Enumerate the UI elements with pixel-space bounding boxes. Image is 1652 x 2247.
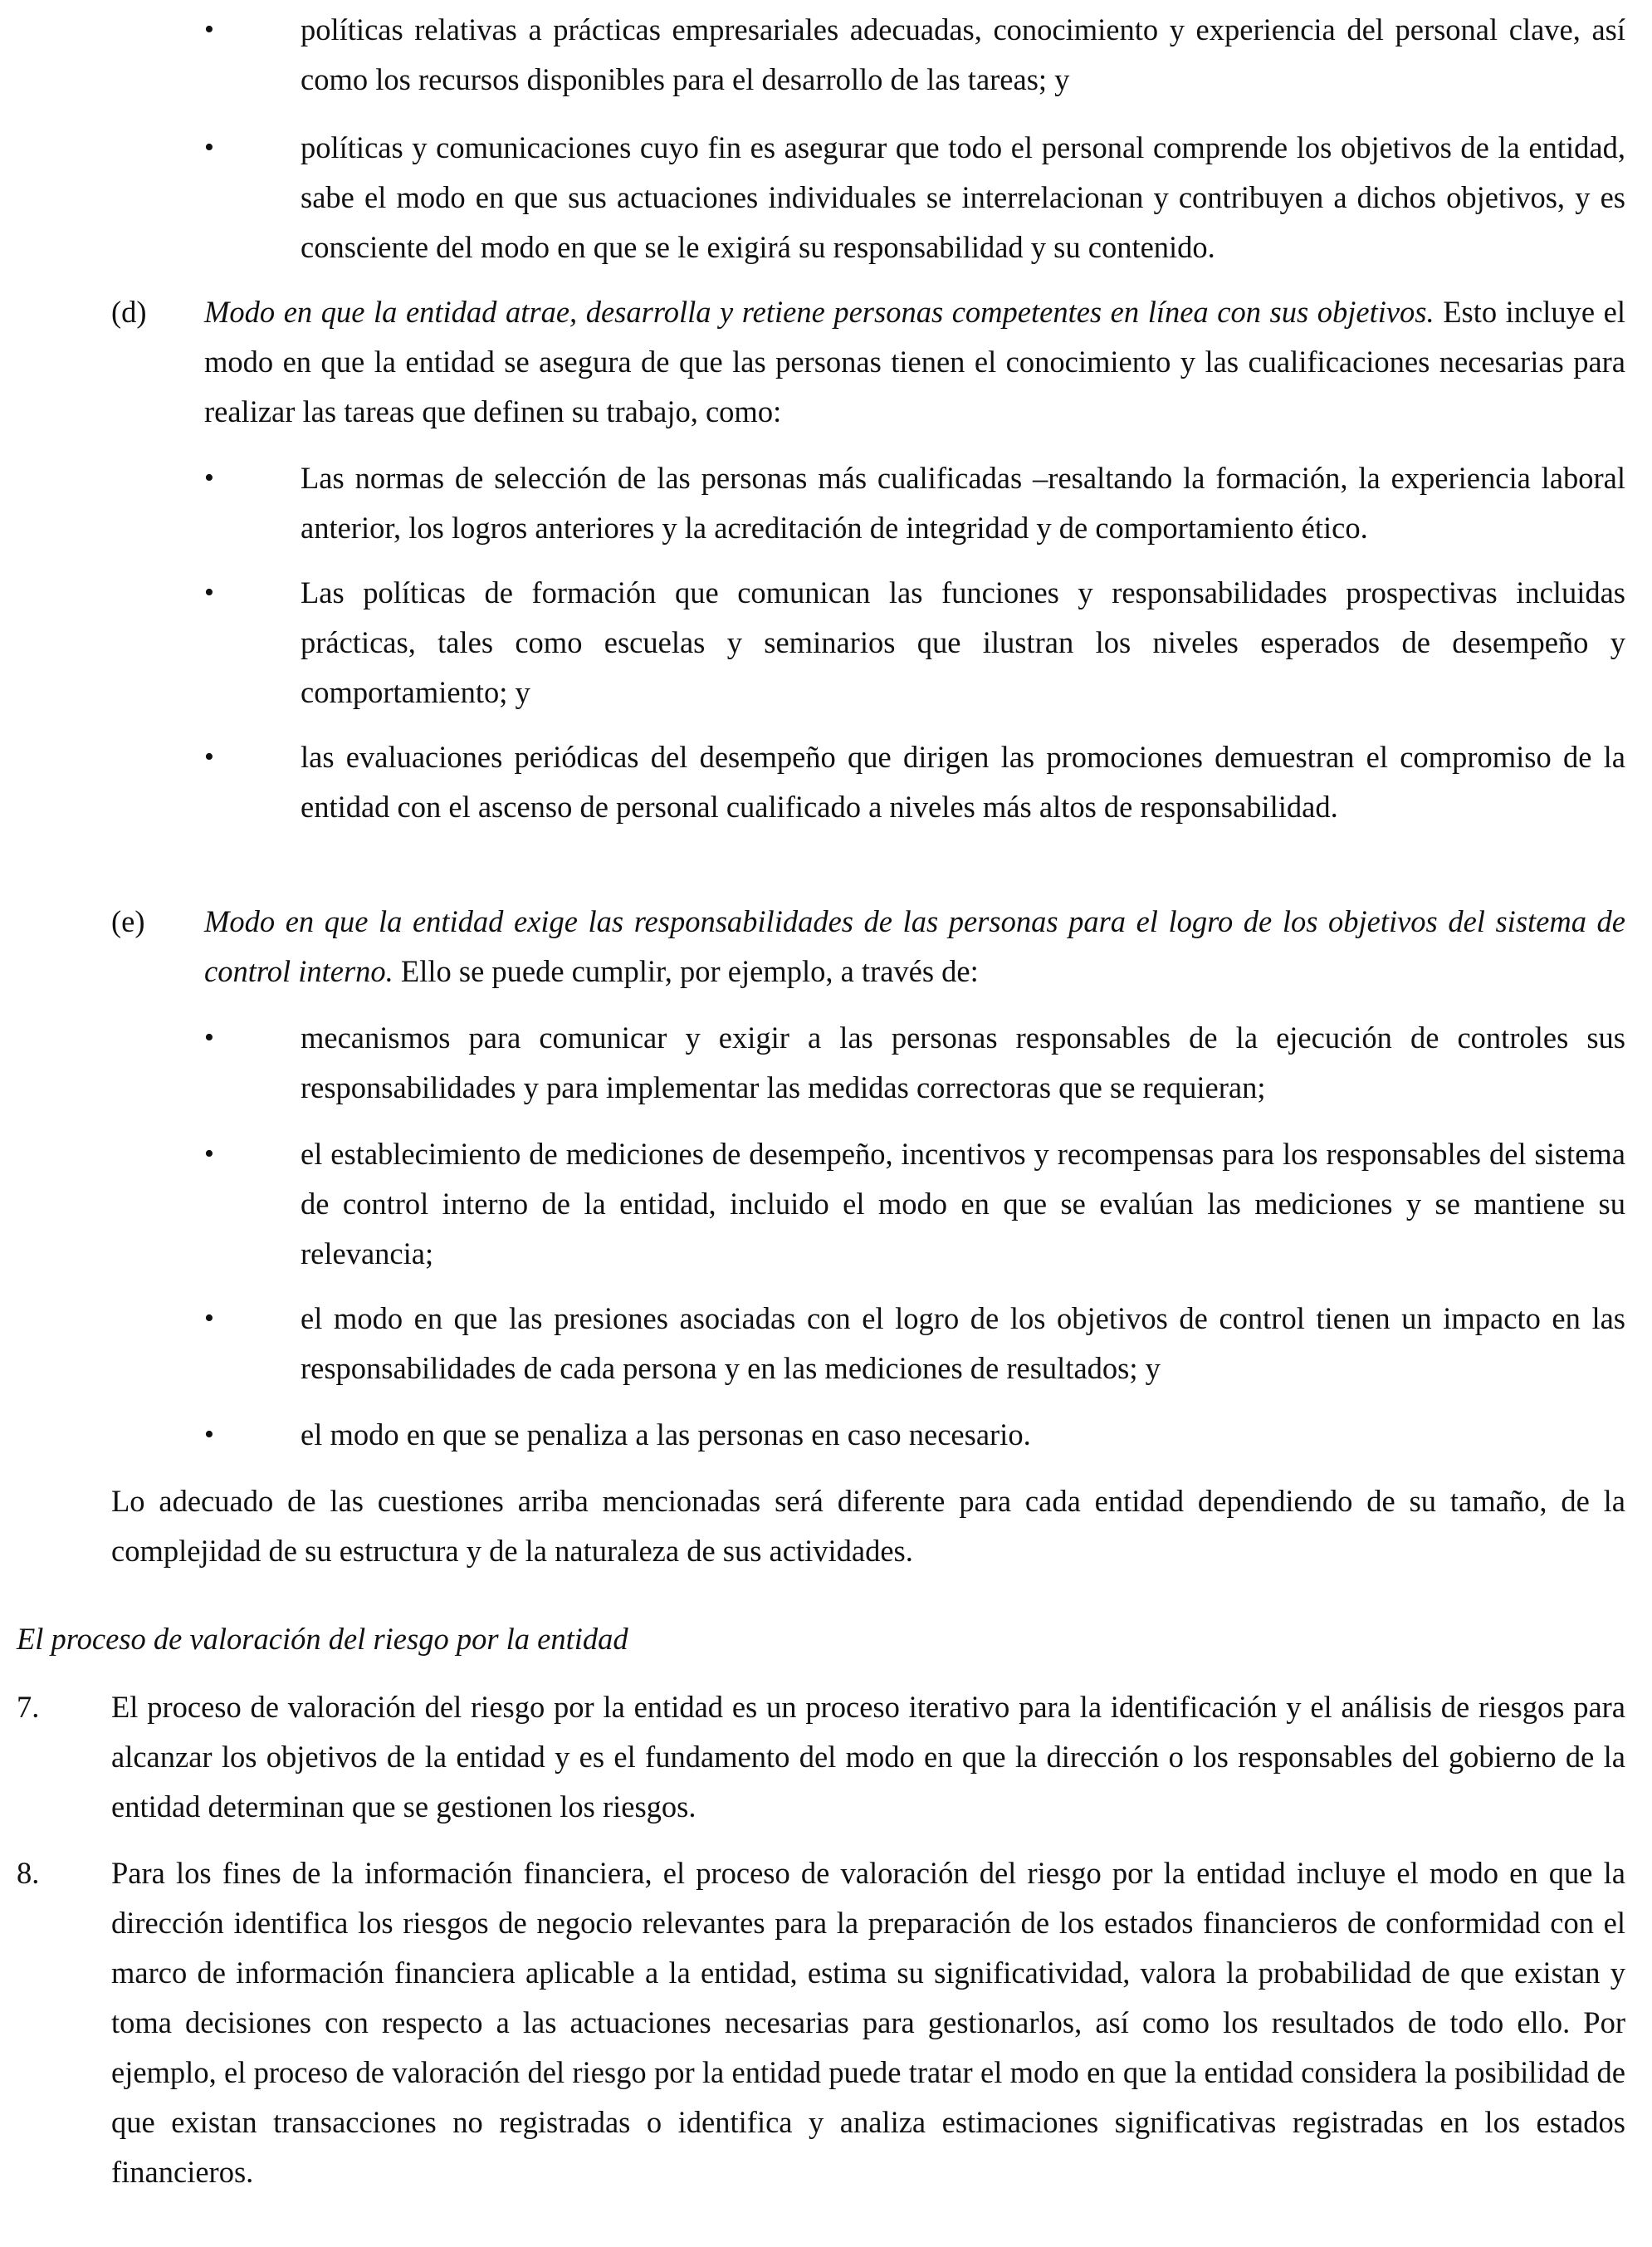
item-title: Modo en que la entidad exige las responsabilidades de las personas para el logro de los objetivos del sistema de control interno. xyxy=(204,904,1625,988)
item-title: Modo en que la entidad atrae, desarrolla y retiene personas competentes en línea con sus objetivos. xyxy=(204,295,1435,329)
item-text xyxy=(204,897,1625,996)
list-item-text: el establecimiento de mediciones de desempeño, incentivos y recompensas para los responsables del sistema de control interno de la entidad, incluido el modo en que se evalúan las mediciones y se mantiene su relevancia; xyxy=(301,1137,1625,1270)
list-item xyxy=(0,568,1625,717)
list-item-d xyxy=(0,287,1625,437)
list-item xyxy=(0,453,1625,553)
bullet-marker: • xyxy=(204,742,214,772)
bullet-marker: • xyxy=(204,1022,214,1053)
list-item-text: las evaluaciones periódicas del desempeño que dirigen las promociones demuestran el compromiso de la entidad con el ascenso de personal cualificado a niveles más altos de responsabilidad. xyxy=(301,740,1625,824)
list-item-e xyxy=(0,897,1625,996)
item-text xyxy=(204,287,1625,437)
list-item-text: mecanismos para comunicar y exigir a las personas responsables de la ejecución de controles sus responsabilidades y para implementar las medidas correctoras que se requieran; xyxy=(301,1021,1625,1104)
item-body: Ello se puede cumplir, por ejemplo, a través de: xyxy=(393,954,979,988)
list-item-text: Las normas de selección de las personas más cualificadas –resaltando la formación, la experiencia laboral anterior, los logros anteriores y la acreditación de integridad y de comportamiento ético. xyxy=(301,461,1625,545)
section-heading: El proceso de valoración del riesgo por la entidad xyxy=(17,1622,628,1656)
paragraph-text: Para los fines de la información financiera, el proceso de valoración del riesgo por la entidad incluye el modo en que la dirección identifica los riesgos de negocio relevantes para la preparación de los estados financieros de conformidad con el marco de información financiera aplicable a la entidad, estima su significatividad, valora la probabilidad de que existan y toma decisiones con respecto a las actuaciones necesarias para gestionarlos, así como los resultados de todo ello. Por ejemplo, el proceso de valoración del riesgo por la entidad puede tratar el modo en que la entidad considera la posibilidad de que existan transacciones no registradas o identifica y analiza estimaciones significativas registradas en los estados financieros. xyxy=(111,1856,1625,2189)
paragraph-text: El proceso de valoración del riesgo por la entidad es un proceso iterativo para la identificación y el análisis de riesgos para alcanzar los objetivos de la entidad y es el fundamento del modo en que la dirección o los responsables del gobierno de la entidad determinan que se gestionen los riesgos. xyxy=(111,1690,1625,1824)
bullet-marker: • xyxy=(204,1303,214,1334)
list-item-text: Las políticas de formación que comunican las funciones y responsabilidades prospectivas incluidas prácticas, tales como escuelas y seminarios que ilustran los niveles esperados de desempeño y comportamiento; y xyxy=(301,575,1625,709)
list-item xyxy=(0,1129,1625,1279)
list-item xyxy=(0,1410,1625,1460)
bullet-marker: • xyxy=(204,1419,214,1450)
paragraph-number: 7. xyxy=(17,1690,40,1724)
list-item-text: políticas relativas a prácticas empresariales adecuadas, conocimiento y experiencia del personal clave, así como los recursos disponibles para el desarrollo de las tareas; y xyxy=(301,12,1625,96)
bullet-marker: • xyxy=(204,577,214,608)
bullet-marker: • xyxy=(204,463,214,493)
list-item xyxy=(0,1013,1625,1113)
list-item xyxy=(0,123,1625,272)
bullet-marker: • xyxy=(204,132,214,163)
bullet-marker: • xyxy=(204,14,214,45)
numbered-paragraph-8 xyxy=(0,1848,1625,2197)
list-item-text: el modo en que las presiones asociadas con el logro de los objetivos de control tienen un impacto en las responsabilidades de cada persona y en las mediciones de resultados; y xyxy=(301,1301,1625,1385)
numbered-paragraph-7 xyxy=(0,1682,1625,1832)
list-item xyxy=(0,732,1625,832)
item-label: (d) xyxy=(111,295,147,329)
list-item xyxy=(0,5,1625,105)
list-item xyxy=(0,1294,1625,1393)
item-label: (e) xyxy=(111,904,145,938)
closing-paragraph: Lo adecuado de las cuestiones arriba mencionadas será diferente para cada entidad dependiendo de su tamaño, de la complejidad de su estructura y de la naturaleza de sus actividades. xyxy=(111,1484,1625,1568)
paragraph-number: 8. xyxy=(17,1856,40,1890)
list-item-text: el modo en que se penaliza a las personas en caso necesario. xyxy=(301,1417,1031,1451)
item-body: Esto incluye el modo en que la entidad se asegura de que las personas tienen el conocimiento y las cualificaciones necesarias para realizar las tareas que definen su trabajo, como: xyxy=(204,295,1625,428)
list-item-text: políticas y comunicaciones cuyo fin es asegurar que todo el personal comprende los objetivos de la entidad, sabe el modo en que sus actuaciones individuales se interrelacionan y contribuyen a dichos objetivos, y es consciente del modo en que se le exigirá su responsabilidad y su contenido. xyxy=(301,130,1625,264)
bullet-marker: • xyxy=(204,1138,214,1169)
